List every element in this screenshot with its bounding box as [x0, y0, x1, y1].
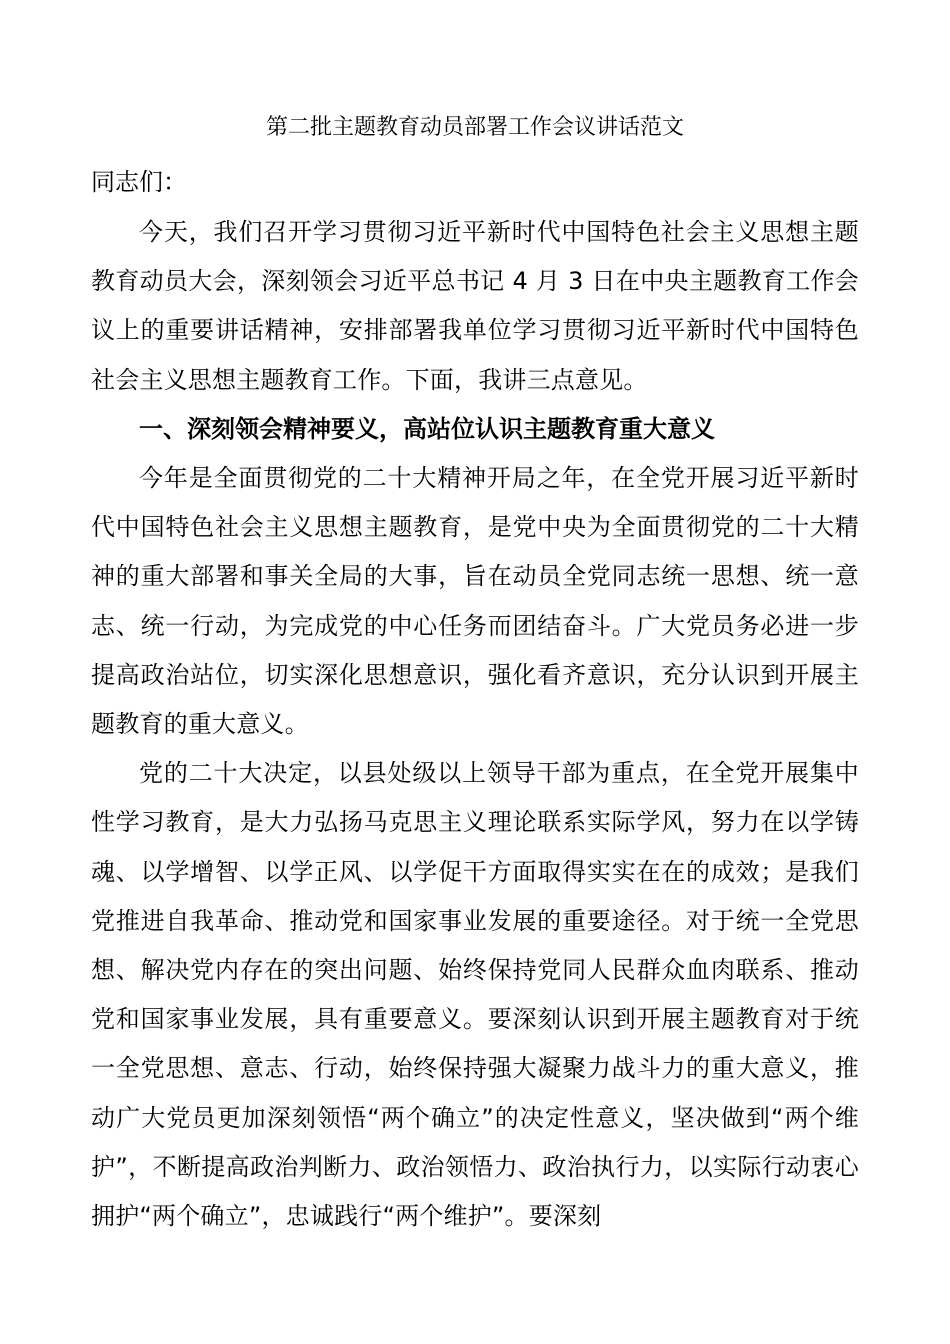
section-heading-1: 一、深刻领会精神要义，高站位认识主题教育重大意义	[139, 414, 715, 443]
section-1-paragraph-2: 党的二十大决定，以县处级以上领导干部为重点，在全党开展集中性学习教育，是大力弘扬马克思主义理论联系实际学风，努力在以学铸魂、以学增智、以学正风、以学促干方面取得实实在在的成效；是我们党推进自我革命、推动党和国家事业发展的重要途径。对于统一全党思想、解决党内存在的突出问题、始终保持党同人民群众血肉联系、推动党和国家事业发展，具有重要意义。要深刻认识到开展主题教育对于统一全党思想、意志、行动，始终保持强大凝聚力战斗力的重大意义，推动广大党员更加深刻领悟“两个确立”的决定性意义，坚决做到“两个维护”，不断提高政治判断力、政治领悟力、政治执行力，以实际行动衷心拥护“两个确立”，忠诚践行“两个维护”。要深刻	[91, 759, 859, 1231]
intro-paragraph: 今天，我们召开学习贯彻习近平新时代中国特色社会主义思想主题教育动员大会，深刻领会习近平总书记 4 月 3 日在中央主题教育工作会议上的重要讲话精神，安排部署我单位学习贯彻习近平新时代中国特色社会主义思想主题教育工作。下面，我讲三点意见。	[91, 218, 859, 394]
document-title: 第二批主题教育动员部署工作会议讲话范文	[265, 115, 684, 140]
salutation: 同志们：	[91, 168, 187, 196]
section-1-paragraph-1: 今年是全面贯彻党的二十大精神开局之年，在全党开展习近平新时代中国特色社会主义思想主题教育，是党中央为全面贯彻党的二十大精神的重大部署和事关全局的大事，旨在动员全党同志统一思想、统一意志、统一行动，为完成党的中心任务而团结奋斗。广大党员务必进一步提高政治站位，切实深化思想意识，强化看齐意识，充分认识到开展主题教育的重大意义。	[91, 464, 859, 739]
document-body	[91, 208, 859, 1241]
